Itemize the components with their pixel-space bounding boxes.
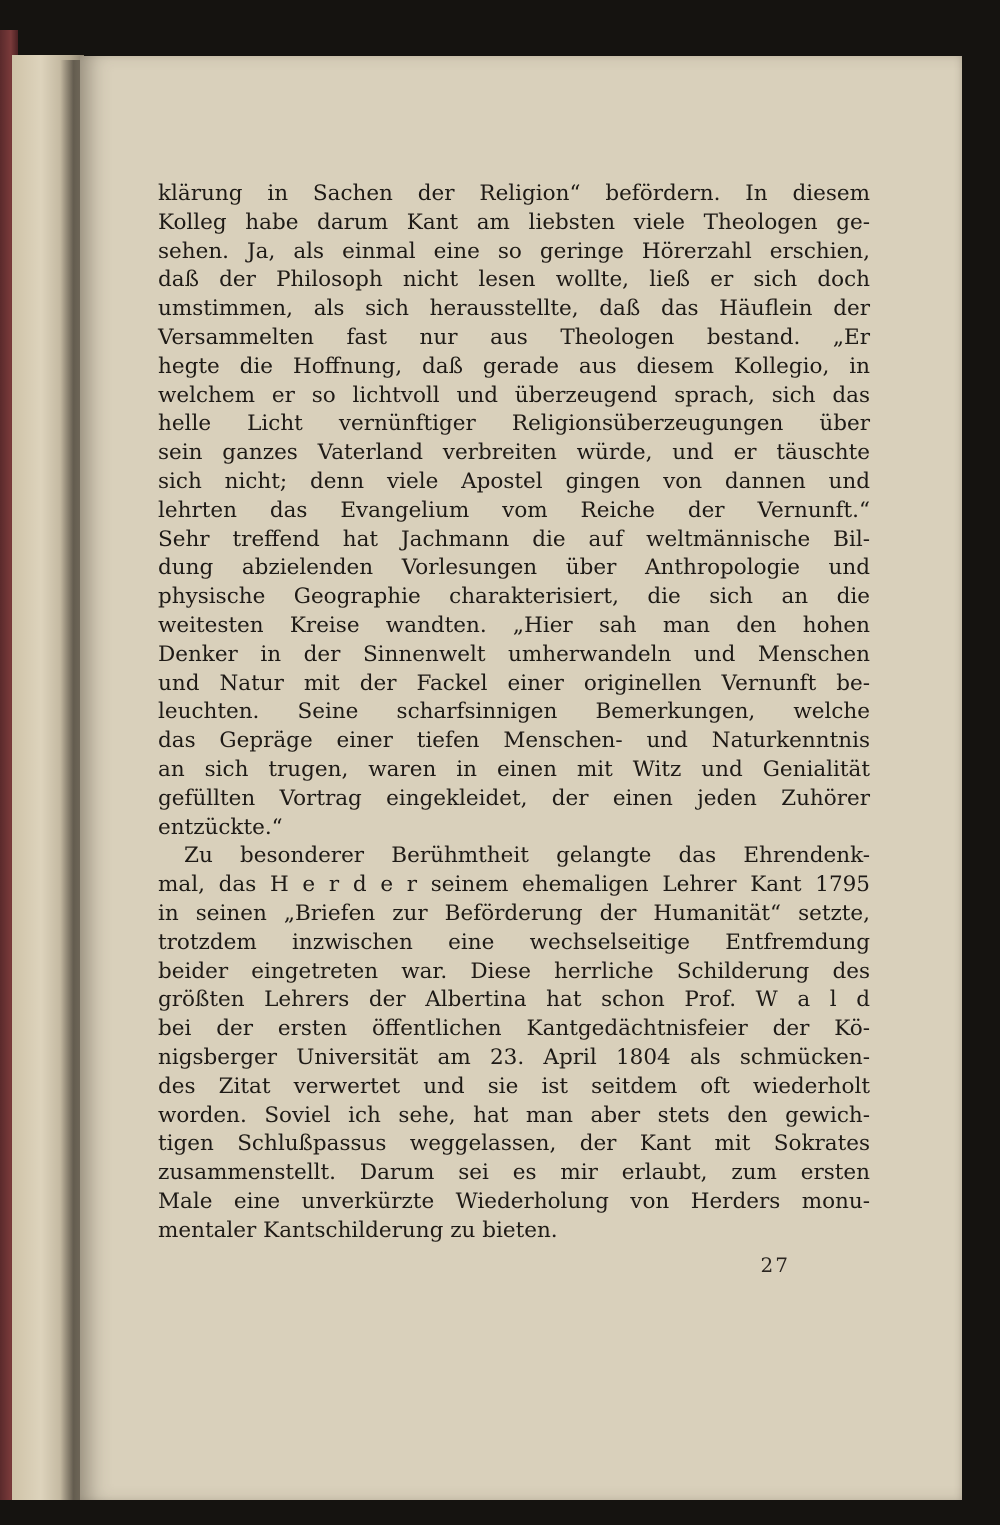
text-line-paragraph-start: Zu besonderer Berühmtheit gelangte das Ehrendenk- [184,843,870,869]
text-line: leuchten. Seine scharfsinnigen Bemerkungen, welche [158,699,870,725]
text-line: des Zitat verwertet und sie ist seitdem oft wiederholt [158,1073,870,1099]
text-line: umstimmen, als sich herausstellte, daß das Häuflein der [158,296,870,322]
text-line: hegte die Hoffnung, daß gerade aus diesem Kollegio, in [158,353,870,379]
text-line: und Natur mit der Fackel einer originellen Vernunft be- [158,670,870,696]
text-line: welchem er so lichtvoll und überzeugend sprach, sich das [158,382,870,408]
text-line: helle Licht vernünftiger Religionsüberzeugungen über [158,411,870,437]
text-line: zusammenstellt. Darum sei es mir erlaubt, zum ersten [158,1160,870,1186]
body-text [158,180,870,1245]
text-line: worden. Soviel ich sehe, hat man aber stets den gewich- [158,1102,870,1128]
text-line: lehrten das Evangelium vom Reiche der Vernunft.“ [158,497,870,523]
text-line: Versammelten fast nur aus Theologen bestand. „Er [158,324,870,350]
text-line: Sehr treffend hat Jachmann die auf weltmännische Bil- [158,526,870,552]
text-line: dung abzielenden Vorlesungen über Anthropologie und [158,555,870,581]
text-line: daß der Philosoph nicht lesen wollte, ließ er sich doch [158,267,870,293]
text-line: größten Lehrers der Albertina hat schon Prof. W a l d [158,987,870,1013]
text-line: gefüllten Vortrag eingekleidet, der einen jeden Zuhörer [158,785,870,811]
text-line: sehen. Ja, als einmal eine so geringe Hörerzahl erschien, [158,238,870,264]
text-line: bei der ersten öffentlichen Kantgedächtnisfeier der Kö- [158,1016,870,1042]
page-number: 27 [760,1253,790,1277]
text-line: physische Geographie charakterisiert, die sich an die [158,584,870,610]
text-line: beider eingetreten war. Diese herrliche Schilderung des [158,958,870,984]
text-line: trotzdem inzwischen eine wechselseitige Entfremdung [158,929,870,955]
text-line: Denker in der Sinnenwelt umherwandeln und Menschen [158,641,870,667]
text-line: klärung in Sachen der Religion“ befördern. In diesem [158,181,870,206]
text-line: an sich trugen, waren in einen mit Witz und Genialität [158,756,870,782]
book-page [80,56,962,1500]
text-line-paragraph-end: mentaler Kantschilderung zu bieten. [158,1217,558,1243]
text-line: mal, das H e r d e r seinem ehemaligen Lehrer Kant 1795 [158,872,870,898]
text-line: sich nicht; denn viele Apostel gingen von dannen und [158,468,870,494]
text-line: nigsberger Universität am 23. April 1804 als schmücken- [158,1044,870,1070]
text-line: weitesten Kreise wandten. „Hier sah man den hohen [158,612,870,638]
text-line: sein ganzes Vaterland verbreiten würde, und er täuschte [158,440,870,466]
text-line: das Gepräge einer tiefen Menschen- und Naturkenntnis [158,728,870,754]
text-line: Male eine unverkürzte Wiederholung von Herders monu- [158,1188,870,1214]
text-line: Kolleg habe darum Kant am liebsten viele Theologen ge- [158,209,870,235]
text-line: tigen Schlußpassus weggelassen, der Kant mit Sokrates [158,1131,870,1157]
text-line-paragraph-end: entzückte.“ [158,814,283,840]
text-line: in seinen „Briefen zur Beförderung der Humanität“ setzte, [158,900,870,926]
